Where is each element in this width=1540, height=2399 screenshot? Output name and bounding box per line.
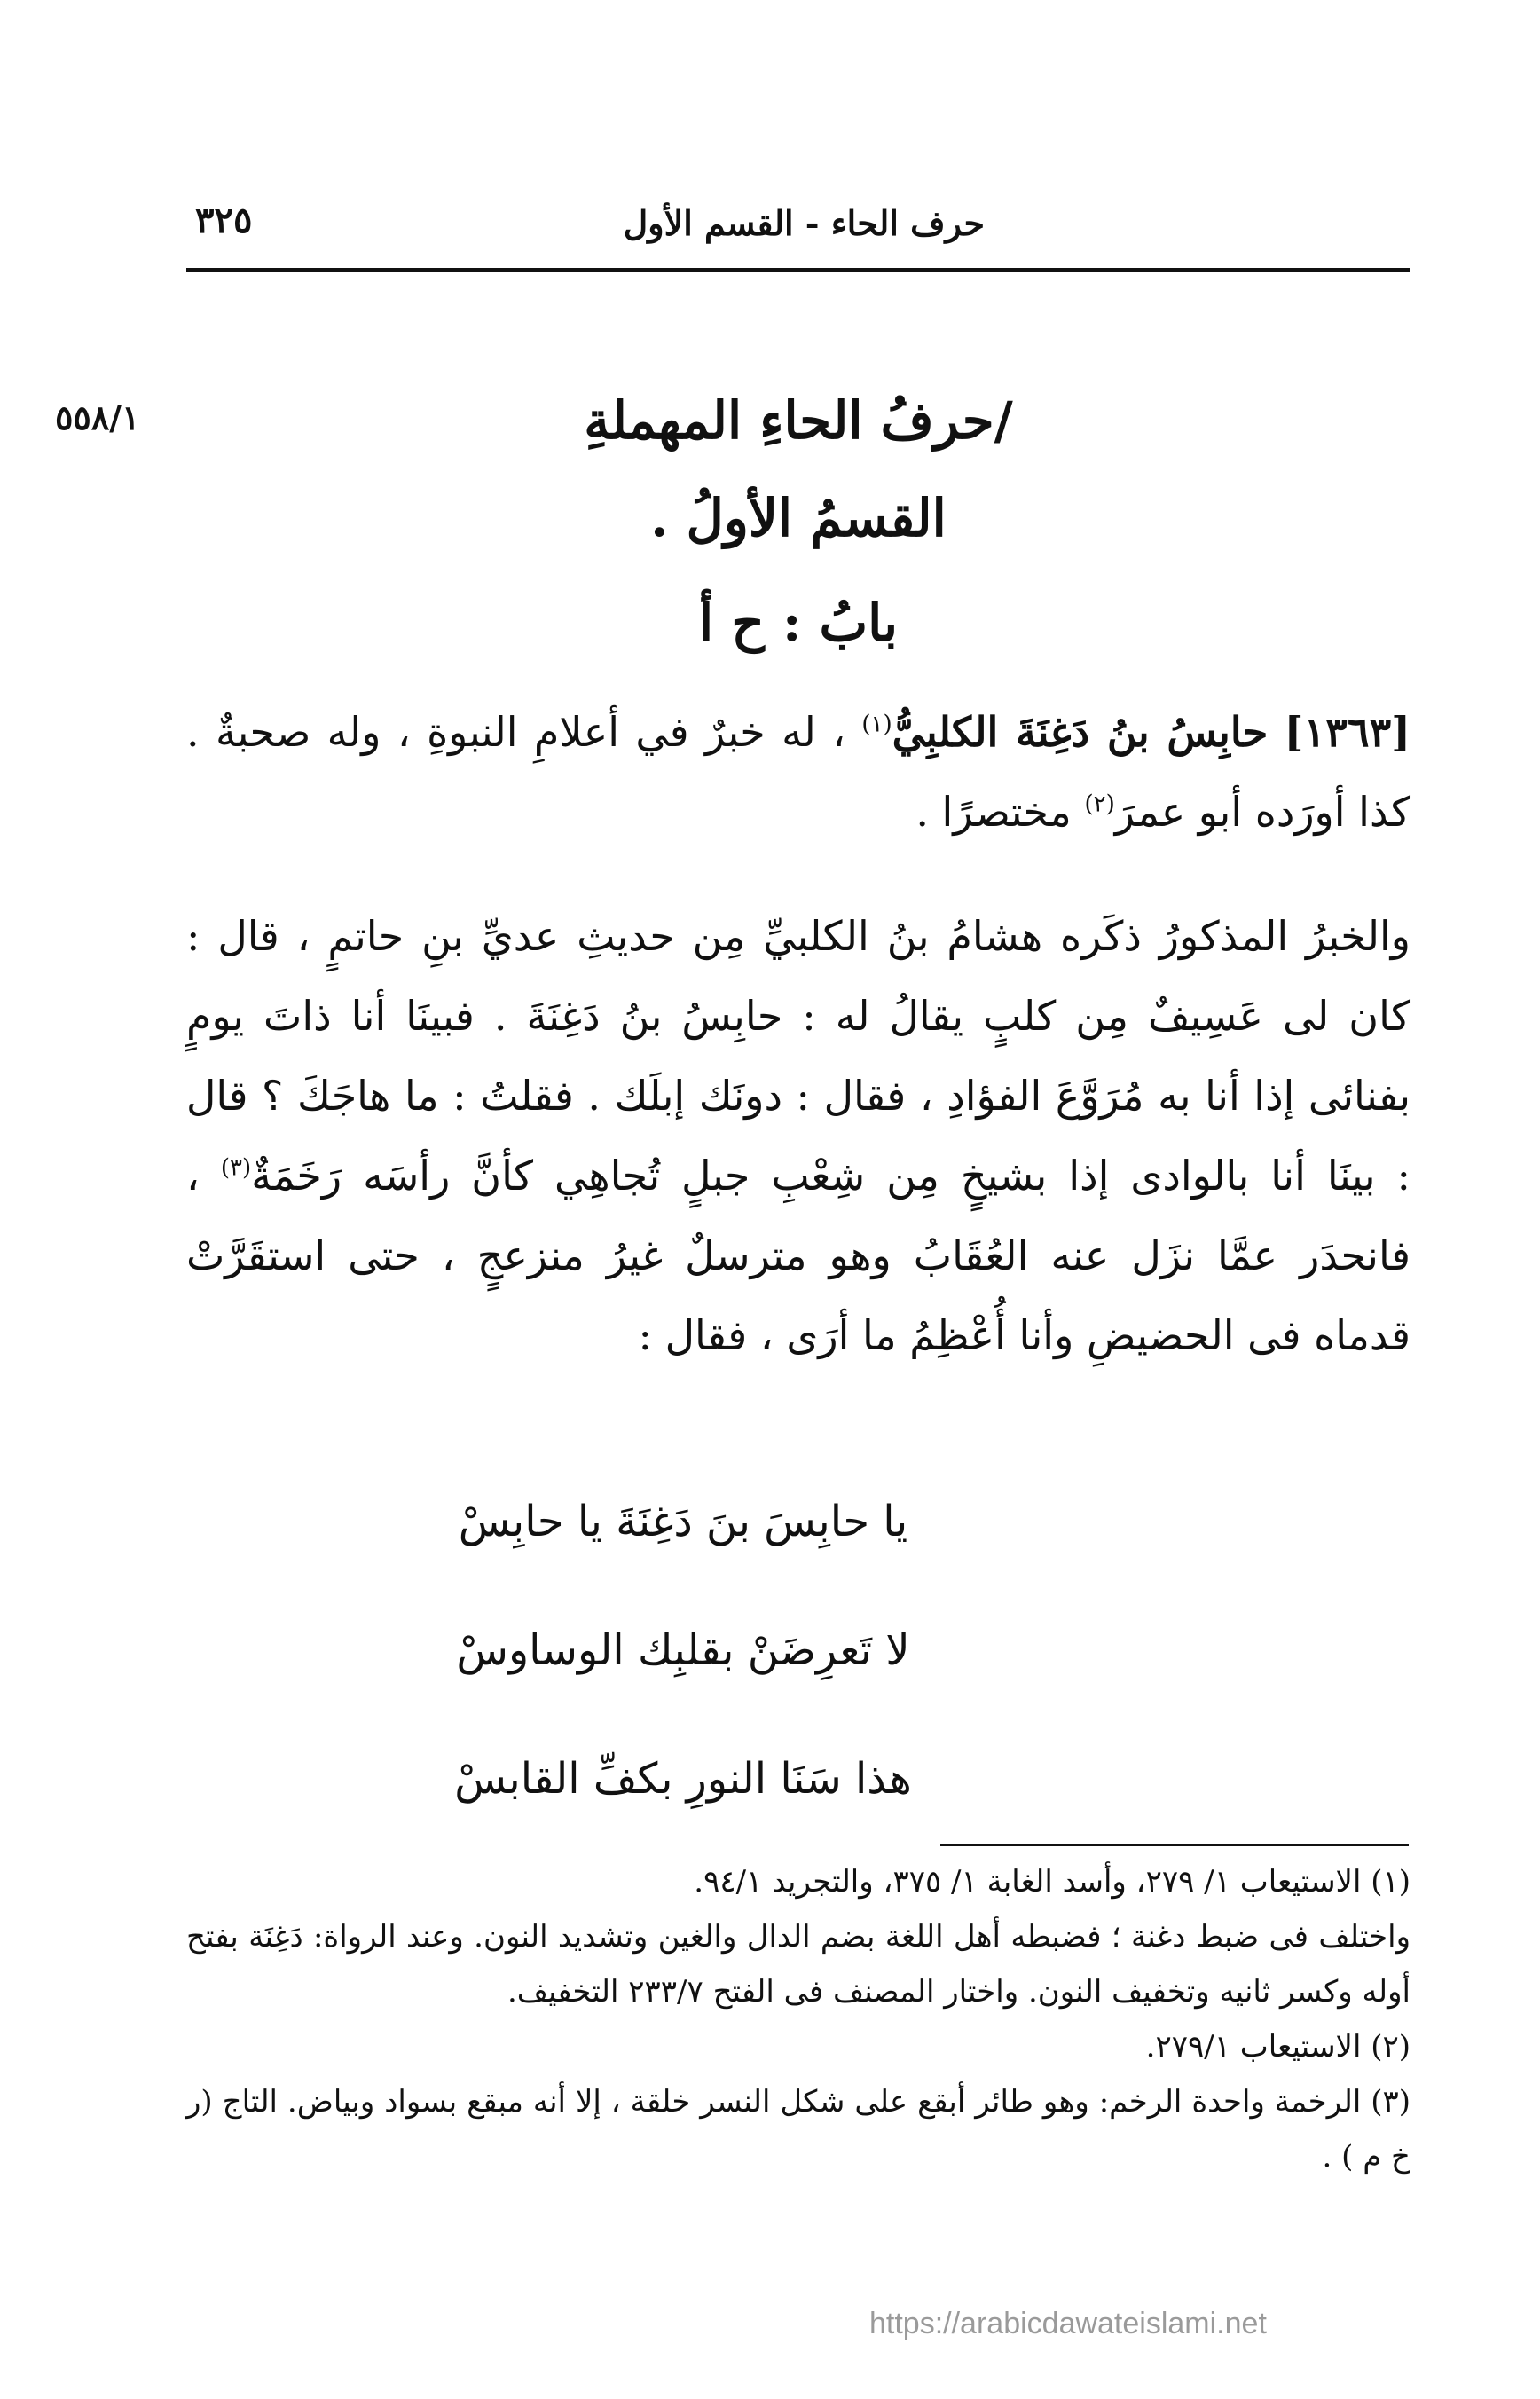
section-heading: القسمُ الأولُ . bbox=[650, 488, 947, 548]
footnote-marker-2: (٢) bbox=[1084, 790, 1115, 818]
entry-name: حابِسُ بنُ دَغِنَةَ الكلبِيُّ bbox=[892, 708, 1269, 756]
verse-line: هذا سَنَا النورِ بكفِّ القابسْ bbox=[454, 1754, 912, 1804]
header-rule bbox=[186, 268, 1410, 272]
entry-intro bbox=[186, 692, 1410, 852]
footnote-rule bbox=[940, 1844, 1409, 1846]
footnote-marker-1: (١) bbox=[861, 711, 892, 738]
footnotes bbox=[186, 1854, 1410, 2184]
entry-number: [١٣٦٣] bbox=[1284, 708, 1410, 756]
footnote: واختلف فى ضبط دغنة ؛ فضبطه أهل اللغة بضم الدال والغين وتشديد النون. وعند الرواة: دَغِنَة بفتح أوله وكسر ثانيه وتخفيف النون. واختار المصنف فى الفتح ٢٣٣/٧ التخفيف. bbox=[186, 1919, 1410, 2010]
watermark-url: https://arabicdawateislami.net bbox=[869, 2307, 1267, 2340]
running-title: حرف الحاء - القسم الأول bbox=[623, 203, 985, 243]
letter-heading: /حرفُ الحاءِ المهملةِ bbox=[584, 390, 1013, 451]
chapter-heading: بابُ : ح أ bbox=[699, 593, 898, 653]
entry-text: مختصرًا . bbox=[915, 788, 1072, 836]
footnote: (٢) الاستيعاب ٢٧٩/١. bbox=[1145, 2029, 1410, 2065]
entry-text: ، له خبرٌ في أعلامِ النبوةِ ، وله صحبةٌ . كذا أورَده أبو عمرَ bbox=[186, 708, 1410, 836]
footnote: (١) الاستيعاب ١/ ٢٧٩، وأسد الغابة ١/ ٣٧٥، والتجريد ٩٤/١. bbox=[694, 1864, 1410, 1900]
footnote-marker-3: (٣) bbox=[220, 1154, 252, 1182]
margin-reference: ٥٥٨/١ bbox=[55, 397, 140, 437]
body-text: والخبرُ المذكورُ ذكَره هشامُ بنُ الكلبيِّ مِن حديثِ عديِّ بنِ حاتمٍ ، قال : كان لى عَسِيفٌ مِن كلبٍ يقالُ له : حابِسُ بنُ دَغِنَةَ . فبينَا أنا ذاتَ يومٍ بفنائى إذا أنا به مُرَوَّعَ الفؤادِ ، فقال : دونَك إبلَك . فقلتُ : ما هاجَكَ ؟ قال : بينَا أنا بالوادى إذا بشيخٍ مِن شِعْبِ جبلٍ تُجاهِي كأنَّ رأسَه رَخَمَةٌ bbox=[186, 912, 1411, 1200]
entry-body bbox=[186, 896, 1410, 1375]
body-text: ، فانحدَر عمَّا نزَل عنه العُقَابُ وهو مترسلٌ غيرُ منزعجٍ ، حتى استقَرَّتْ قدماه فى الحضيضِ وأنا أُعْظِمُ ما أرَى ، فقال : bbox=[186, 1152, 1410, 1359]
running-head bbox=[186, 200, 1410, 262]
verse-line: لا تَعرِضَنْ بقلبِك الوساوسْ bbox=[456, 1625, 910, 1675]
poem bbox=[186, 1477, 1410, 1863]
footnote: (٣) الرخمة واحدة الرخم: وهو طائر أبقع على شكل النسر خلقة ، إلا أنه مبقع بسواد وبياض. التاج (ر خ م ) . bbox=[186, 2084, 1410, 2175]
page-number: ٣٢٥ bbox=[195, 200, 253, 241]
verse-line: يا حابِسَ بنَ دَغِنَةَ يا حابِسْ bbox=[458, 1497, 908, 1546]
